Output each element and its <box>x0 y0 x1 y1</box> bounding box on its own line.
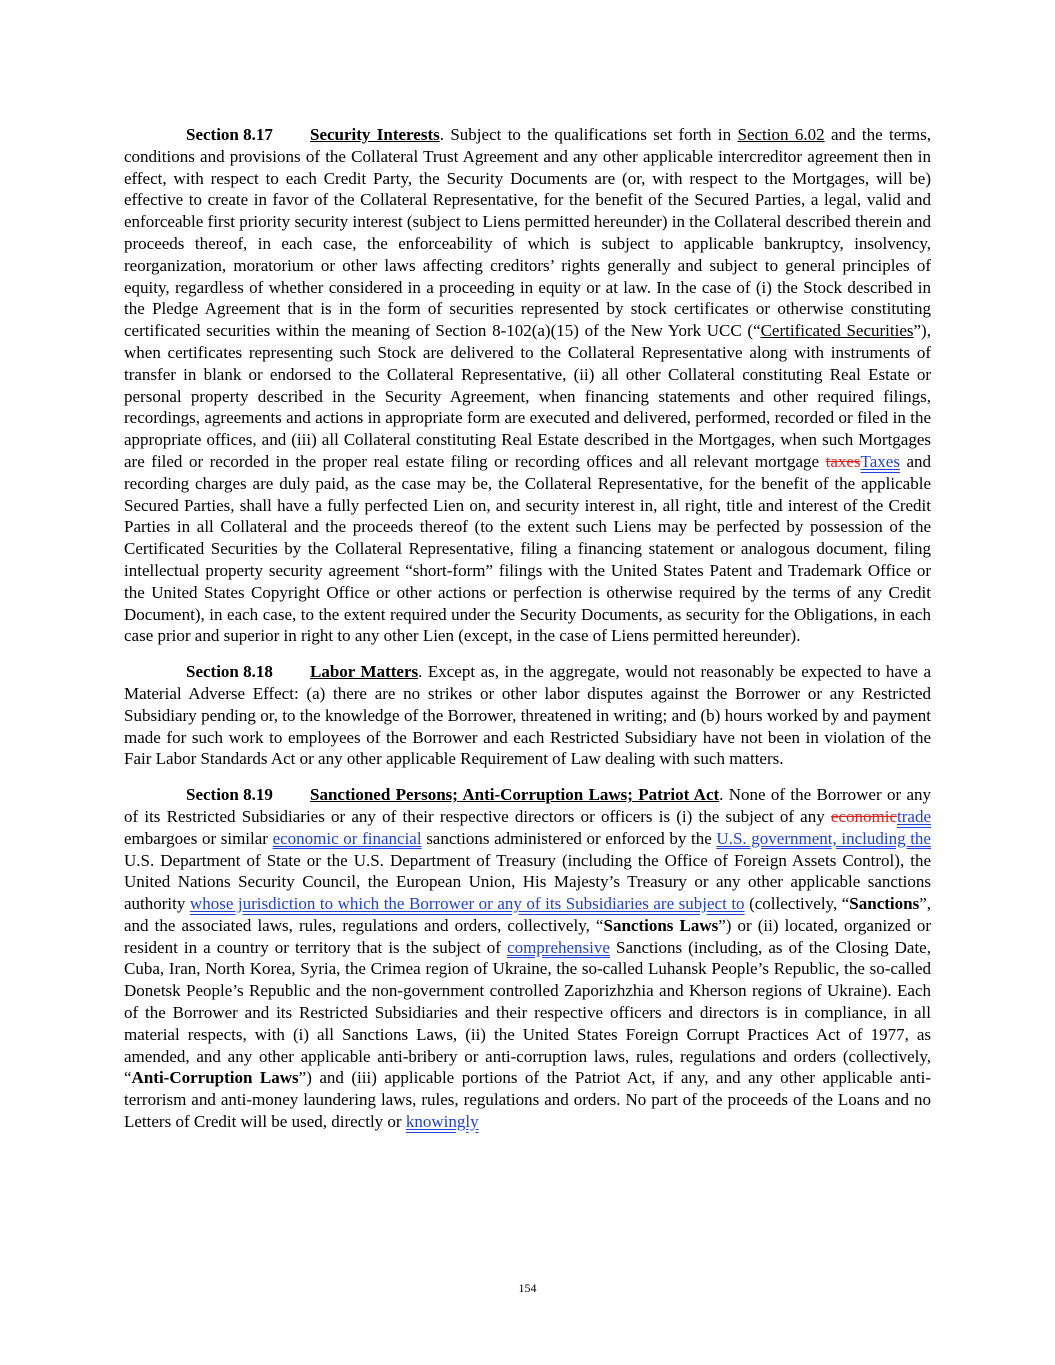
page-number: 154 <box>518 1281 537 1295</box>
section-text: U.S. Department of State or the U.S. Department of Treasury (including the Office of Foreign Assets Control), the United Nations Security Council, the European Union, His Majesty’s Treasury or any other applicable sanctions authority <box>124 850 931 914</box>
section-text: ”), when certificates representing such Stock are delivered to the Collateral Representative along with instruments of transfer in blank or endorsed to the Collateral Representative, (ii) all other Collateral constituting Real Estate or personal property described in the Security Agreement, when financing statements and other required filings, recordings, agreements and actions in appropriate form are executed and delivered, performed, recorded or filed in the appropriate offices, and (iii) all Collateral constituting Real Estate described in the Mortgages, when such Mortgages are filed or recorded in the proper real estate filing or recording offices and all relevant mortgage <box>124 321 931 471</box>
inserted-text: economic or financial <box>272 828 422 848</box>
section-heading: Sanctioned Persons; Anti-Corruption Laws; Patriot Act <box>310 785 720 805</box>
section-8-19 <box>124 784 931 1133</box>
section-text: embargoes or similar <box>124 828 273 848</box>
cross-reference: Section 6.02 <box>737 125 825 144</box>
section-text: and recording charges are duly paid, as the case may be, the Collateral Representative, for the benefit of the applicable Secured Parties, shall have a fully perfected Lien on, and security interest in, all right, title and interest of the Credit Parties in all Collateral and the proceeds thereof (to the extent such Liens may be perfected by possession of the Certificated Securities by the Collateral Representative, filing a financing statement or analogous document, filing intellectual property security agreement “short-form” filings with the United States Patent and Trademark Office or the United States Copyright Office or other actions or perfection is otherwise required by the terms of any Credit Document), in each case, to the extent required under the Security Documents, as security for the Obligations, in each case prior and superior in right to any other Lien (except, in the case of Liens permitted hereunder). <box>124 451 932 646</box>
section-text: ”, and the associated laws, rules, regulations and orders, collectively, “ <box>124 894 931 935</box>
section-text: . None of the Borrower or any of its Restricted Subsidiaries or any of their respective directors or officers is (i) the subject of any <box>124 785 932 826</box>
section-text: . Subject to the qualifications set forth in <box>439 125 738 144</box>
section-text: . Except as, in the aggregate, would not reasonably be expected to have a Material Adverse Effect: (a) there are no strikes or other labor disputes against the Borrower or any Restricted Subsidiary pending or, to the knowledge of the Borrower, threatened in writing; and (b) hours worked by and payment made for such work to employees of the Borrower and each Restricted Subsidiary have not been in violation of the Fair Labor Standards Act or any other applicable Requirement of Law dealing with such matters. <box>124 662 931 769</box>
section-8-18 <box>124 661 931 770</box>
section-number: Section 8.17 <box>186 125 273 144</box>
defined-term: Certificated Securities <box>760 321 914 341</box>
document-page <box>124 124 931 1147</box>
section-text: ”) and (iii) applicable portions of the Patriot Act, if any, and any other applicable anti-terrorism and anti-money laundering laws, rules, regulations and orders. No part of the proceeds of the Loans and no Letters of Credit will be used, directly or <box>124 1068 932 1132</box>
section-number: Section 8.19 <box>186 785 273 805</box>
section-8-17 <box>124 124 931 647</box>
section-text: sanctions administered or enforced by the <box>421 828 717 848</box>
inserted-text: U.S. government, including the <box>716 828 931 848</box>
inserted-text: comprehensive <box>507 937 610 957</box>
section-text: (collectively, “ <box>744 894 850 914</box>
section-heading: Security Interests <box>310 125 440 144</box>
inserted-text: knowingly <box>405 1112 479 1132</box>
inserted-text: trade <box>897 806 931 826</box>
section-text: and the terms, conditions and provisions of the Collateral Trust Agreement and any other applicable intercreditor agreement then in effect, with respect to each Credit Party, the Security Documents are (or, with respect to the Mortgages, will be) effective to create in favor of the Collateral Representative, for the benefit of the Secured Parties, a legal, valid and enforceable first priority security interest (subject to Liens permitted hereunder) in the Collateral described therein and proceeds thereof, in each case, the enforceability of which is subject to applicable bankruptcy, insolvency, reorganization, moratorium or other laws affecting creditors’ rights generally and subject to general principles of equity, regardless of whether considered in a proceeding in equity or at law. In the case of (i) the Stock described in the Pledge Agreement that is in the form of securities represented by stock certificates or otherwise constituting certificated securities within the meaning of Section 8-102(a)(15) of the New York UCC (“ <box>124 125 932 341</box>
inserted-text: whose jurisdiction to which the Borrower or any of its Subsidiaries are subject to <box>189 894 745 914</box>
deleted-text: taxes <box>825 451 861 471</box>
section-text: Sanctions (including, as of the Closing Date, Cuba, Iran, North Korea, Syria, the Crimea region of Ukraine, the so-called Luhansk People’s Republic, the so-called Donetsk People’s Republic and the non-government controlled Zaporizhzhia and Kherson regions of Ukraine). Each of the Borrower and its Restricted Subsidiaries and their respective officers and directors is in compliance, in all material respects, with (i) all Sanctions Laws, (ii) the United States Foreign Corrupt Practices Act of 1977, as amended, and any other applicable anti-bribery or anti-corruption laws, rules, regulations and orders (collectively, “ <box>124 937 931 1088</box>
deleted-text: economic <box>830 806 898 826</box>
section-heading: Labor Matters <box>310 662 419 682</box>
defined-term: Sanctions <box>849 894 920 914</box>
defined-term: Sanctions Laws <box>603 915 719 935</box>
section-number: Section 8.18 <box>186 662 273 682</box>
inserted-text: Taxes <box>860 451 900 471</box>
defined-term: Anti-Corruption Laws <box>131 1068 299 1088</box>
section-text: ”) or (ii) located, organized or resident in a country or territory that is the subject of <box>124 915 932 957</box>
